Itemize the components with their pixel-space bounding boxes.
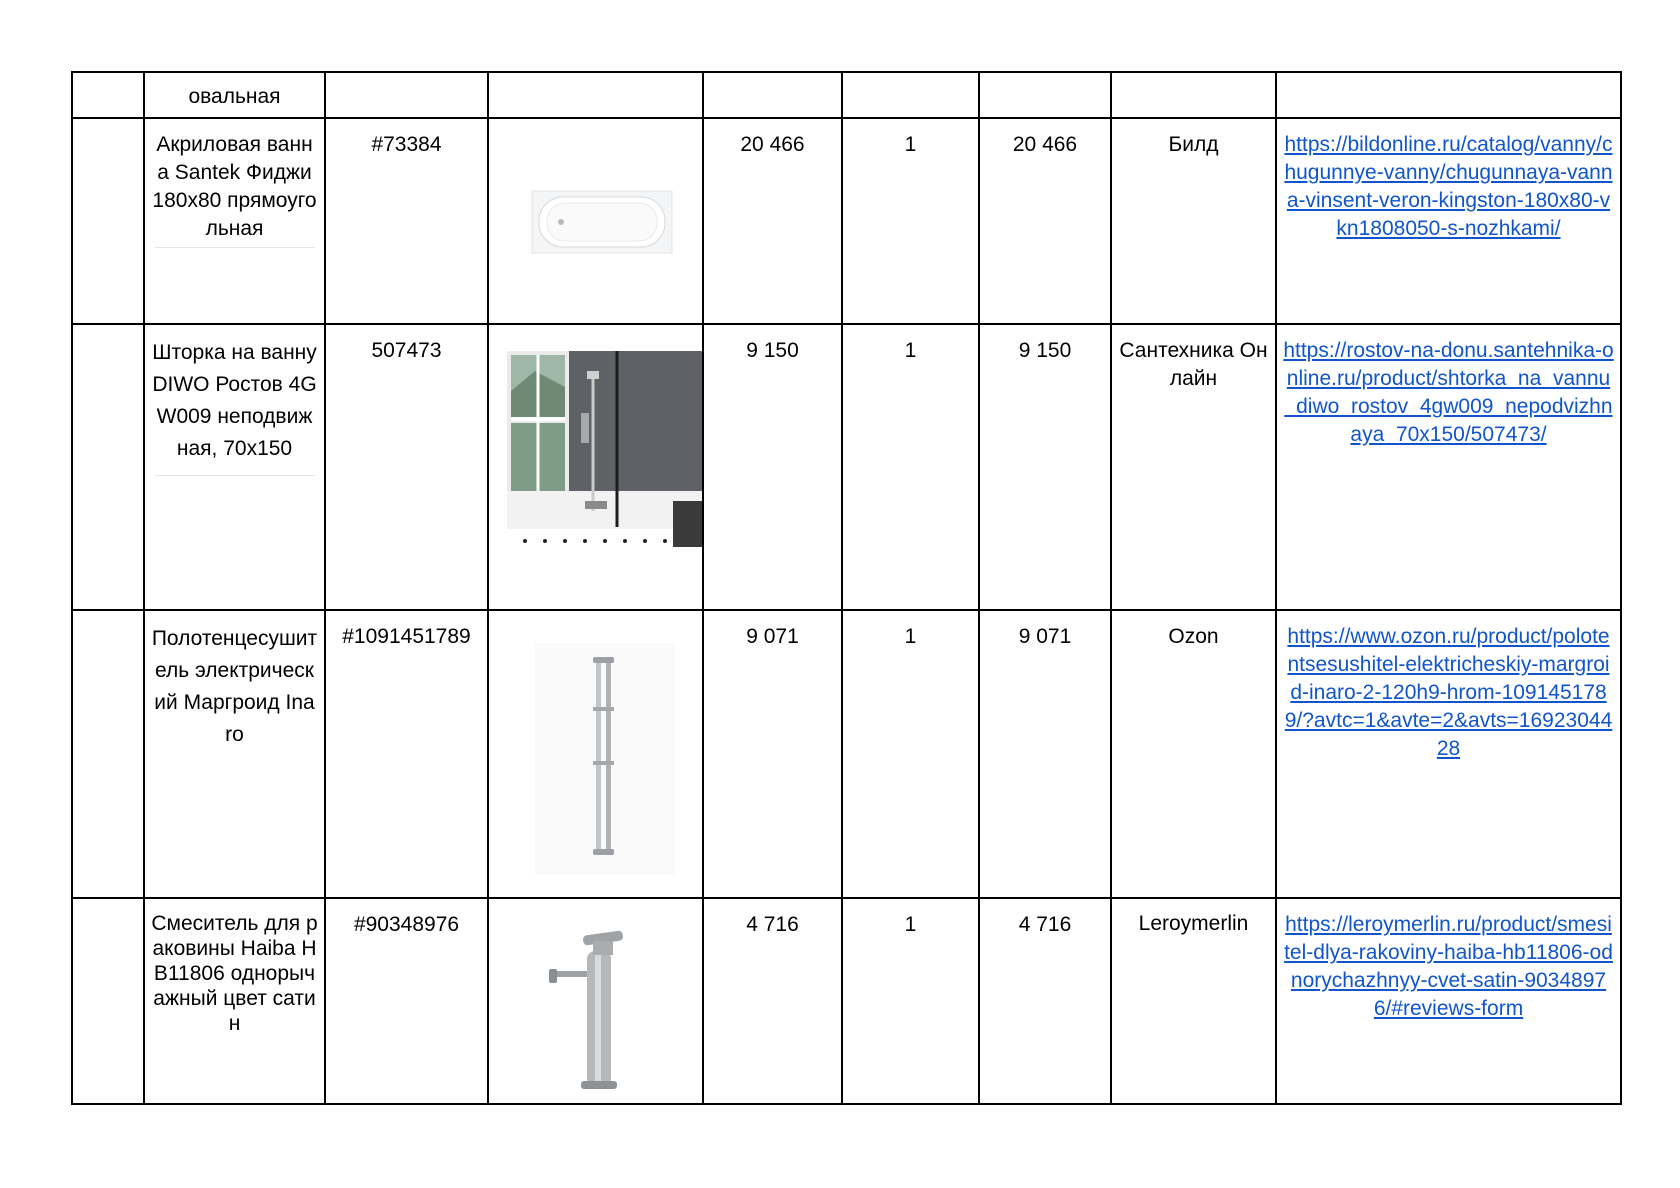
article-cell: #90348976 xyxy=(325,898,488,1104)
bath-screen-photo xyxy=(495,351,710,603)
qty-cell: 1 xyxy=(842,898,979,1104)
product-name: Смеситель для раковины Haiba HB11806 однорычажный цвет сатин xyxy=(144,898,325,1104)
price-cell: 4 716 xyxy=(703,898,842,1104)
name-underline xyxy=(155,247,315,248)
product-link[interactable]: https://rostov-na-donu.santehnika-online.ru/product/shtorka_na_vannu_diwo_rostov_4gw009_nepodvizhnaya_70x150/507473/ xyxy=(1283,339,1614,446)
store-cell: Leroymerlin xyxy=(1111,898,1276,1104)
index-cell xyxy=(72,898,144,1104)
link-cell xyxy=(1276,898,1621,1104)
article-cell: 507473 xyxy=(325,324,488,610)
product-name: овальная xyxy=(144,72,325,118)
product-table xyxy=(71,71,1622,1105)
image-cell xyxy=(488,324,703,610)
towel-rail-icon xyxy=(495,623,710,891)
name-underline xyxy=(155,475,315,476)
product-link[interactable]: https://bildonline.ru/catalog/vanny/chugunnye-vanny/chugunnaya-vanna-vinsent-veron-kingston-180x80-vkn1808050-s-nozhkami/ xyxy=(1284,133,1613,240)
total-cell: 9 150 xyxy=(979,324,1111,610)
index-cell xyxy=(72,324,144,610)
qty-cell: 1 xyxy=(842,610,979,898)
image-cell xyxy=(488,610,703,898)
product-link[interactable]: https://www.ozon.ru/product/polotentsesushitel-elektricheskiy-margroid-inaro-2-120h9-hrom-1091451789/?avtc=1&avte=2&avts=1692304428 xyxy=(1284,625,1613,760)
link-cell xyxy=(1276,610,1621,898)
index-cell xyxy=(72,72,144,118)
store-cell: Сантехника Онлайн xyxy=(1111,324,1276,610)
product-link[interactable]: https://leroymerlin.ru/product/smesitel-dlya-rakoviny-haiba-hb11806-odnorychazhnyy-cvet-satin-90348976/#reviews-form xyxy=(1284,913,1613,1020)
product-name-cell xyxy=(144,118,325,324)
table-row xyxy=(72,118,1621,324)
table-row xyxy=(72,898,1621,1104)
total-cell: 20 466 xyxy=(979,118,1111,324)
qty-cell xyxy=(842,72,979,118)
product-name: Полотенцесушитель электрический Маргроид Inaro xyxy=(144,610,325,898)
index-cell xyxy=(72,610,144,898)
price-cell xyxy=(703,72,842,118)
table-row xyxy=(72,324,1621,610)
product-name: Шторка на ванну DIWO Ростов 4GW009 неподвижная, 70х150 xyxy=(152,341,317,460)
article-cell: #73384 xyxy=(325,118,488,324)
image-cell xyxy=(488,118,703,324)
product-name: Акриловая ванна Santek Фиджи 180х80 прямоугольная xyxy=(152,133,317,240)
store-cell: Билд xyxy=(1111,118,1276,324)
price-cell: 9 150 xyxy=(703,324,842,610)
link-cell xyxy=(1276,72,1621,118)
image-cell xyxy=(488,898,703,1104)
faucet-icon xyxy=(495,911,710,1097)
link-cell xyxy=(1276,324,1621,610)
bathtub-icon xyxy=(495,131,710,317)
total-cell xyxy=(979,72,1111,118)
article-cell: #1091451789 xyxy=(325,610,488,898)
total-cell: 9 071 xyxy=(979,610,1111,898)
table-row xyxy=(72,72,1621,118)
index-cell xyxy=(72,118,144,324)
image-cell xyxy=(488,72,703,118)
article-cell xyxy=(325,72,488,118)
store-cell: Ozon xyxy=(1111,610,1276,898)
price-cell: 9 071 xyxy=(703,610,842,898)
link-cell xyxy=(1276,118,1621,324)
store-cell xyxy=(1111,72,1276,118)
price-cell: 20 466 xyxy=(703,118,842,324)
total-cell: 4 716 xyxy=(979,898,1111,1104)
table-row xyxy=(72,610,1621,898)
product-name-cell xyxy=(144,324,325,610)
qty-cell: 1 xyxy=(842,118,979,324)
qty-cell: 1 xyxy=(842,324,979,610)
